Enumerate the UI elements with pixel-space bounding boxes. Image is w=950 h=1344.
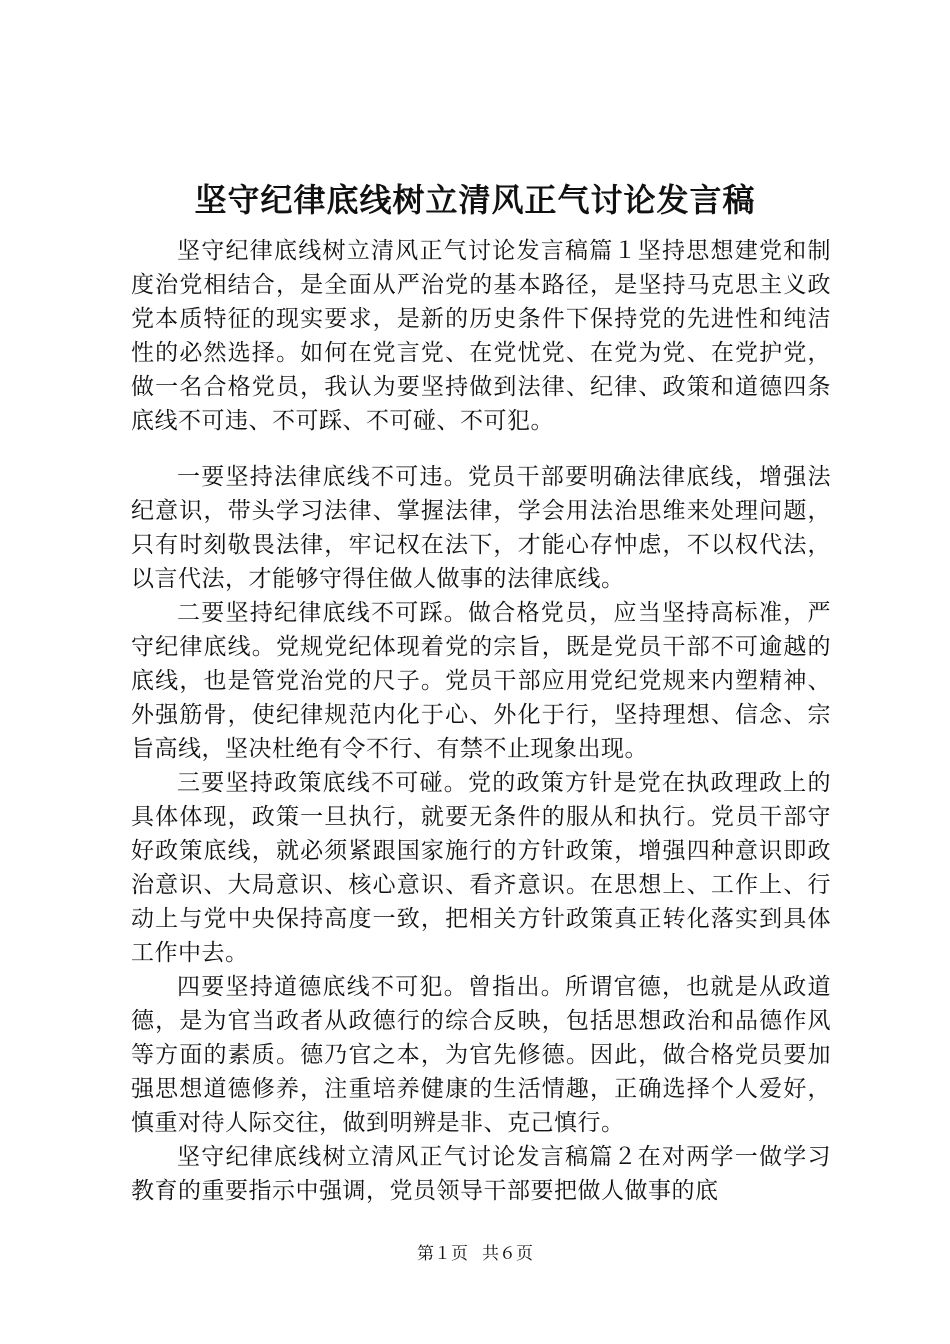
paragraph-second-speech: 坚守纪律底线树立清风正气讨论发言稿篇２在对两学一做学习教育的重要指示中强调，党员领导干部要把做人做事的底 [131, 1144, 831, 1204]
page-footer [0, 1242, 950, 1266]
paragraph-intro: 坚守纪律底线树立清风正气讨论发言稿篇１坚持思想建党和制度治党相结合，是全面从严治党的基本路径，是坚持马克思主义政党本质特征的现实要求，是新的历史条件下保持党的先进性和纯洁性的必然选择。如何在党言党、在党忧党、在党为党、在党护党，做一名合格党员，我认为要坚持做到法律、纪律、政策和道德四条底线不可违、不可踩、不可碰、不可犯。 [131, 238, 831, 434]
page-total: 共６页 [482, 1244, 533, 1264]
paragraph-morality-bottom-line: 四要坚持道德底线不可犯。曾指出。所谓官德，也就是从政道德，是为官当政者从政德行的综合反映，包括思想政治和品德作风等方面的素质。德乃官之本，为官先修德。因此，做合格党员要加强思想道德修养，注重培养健康的生活情趣，正确选择个人爱好，慎重对待人际交往，做到明辨是非、克己慎行。 [131, 974, 831, 1136]
paragraph-law-bottom-line: 一要坚持法律底线不可违。党员干部要明确法律底线，增强法纪意识，带头学习法律、掌握法律，学会用法治思维来处理问题，只有时刻敬畏法律，牢记权在法下，才能心存忡虑，不以权代法，以言代法，才能够守得住做人做事的法律底线。 [131, 464, 831, 592]
document-body [131, 234, 831, 1208]
paragraph-discipline-bottom-line: 二要坚持纪律底线不可踩。做合格党员，应当坚持高标准，严守纪律底线。党规党纪体现着党的宗旨，既是党员干部不可逾越的底线，也是管党治党的尺子。党员干部应用党纪党规来内塑精神、外强筋骨，使纪律规范内化于心、外化于行，坚持理想、信念、宗旨高线，坚决杜绝有令不行、有禁不止现象出现。 [131, 600, 831, 762]
paragraph-policy-bottom-line: 三要坚持政策底线不可碰。党的政策方针是党在执政理政上的具体体现，政策一旦执行，就要无条件的服从和执行。党员干部守好政策底线，就必须紧跟国家施行的方针政策，增强四种意识即政治意识、大局意识、核心意识、看齐意识。在思想上、工作上、行动上与党中央保持高度一致，把相关方针政策真正转化落实到具体工作中去。 [131, 770, 831, 966]
document-title: 坚守纪律底线树立清风正气讨论发言稿 [194, 181, 756, 219]
page-number: 第１页 [417, 1244, 468, 1264]
